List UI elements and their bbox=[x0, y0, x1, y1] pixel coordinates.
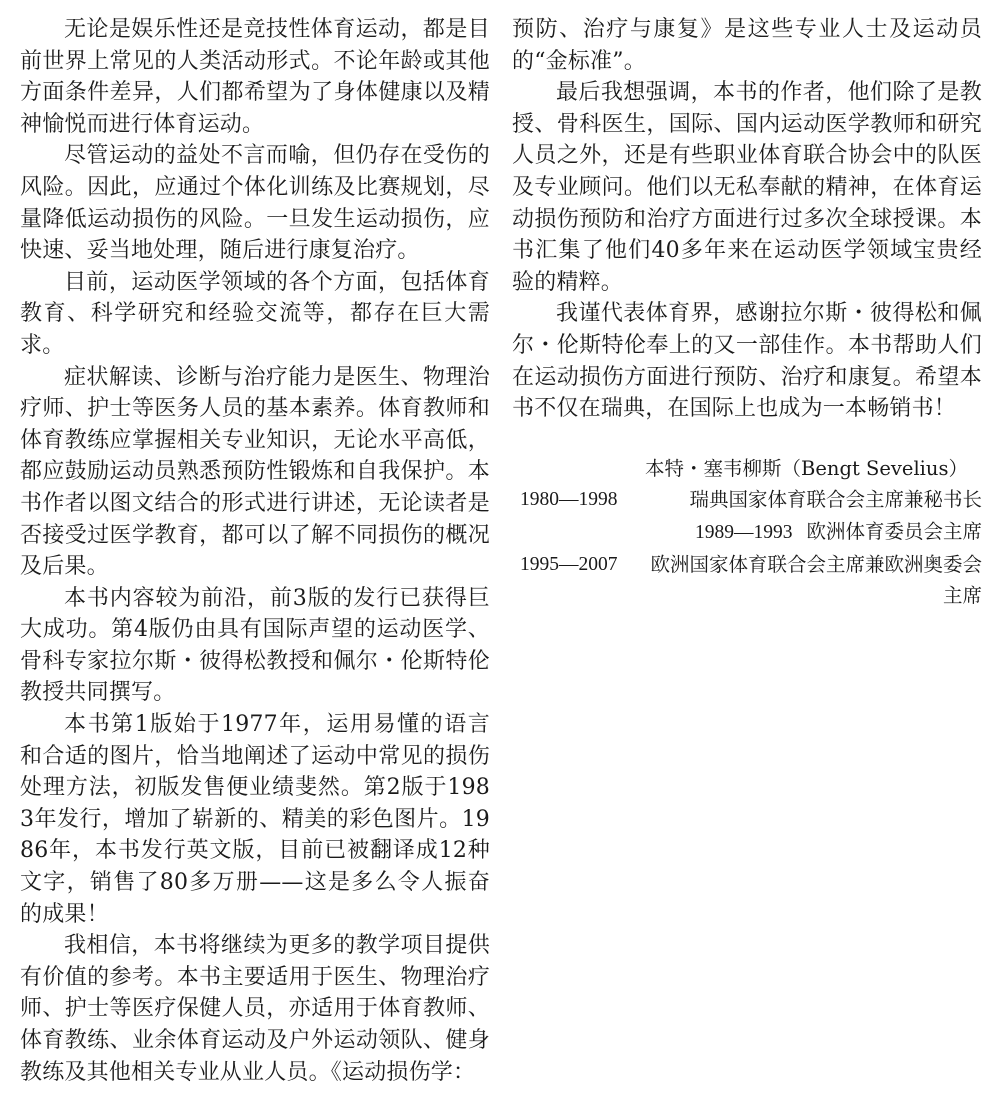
signature-role-row bbox=[512, 516, 982, 549]
role-title: 瑞典国家体育联合会主席兼秘书长 bbox=[689, 488, 982, 512]
signature-role-row bbox=[512, 484, 982, 516]
right-column bbox=[512, 14, 982, 612]
paragraph-history: 本书第1版始于1977年，运用易懂的语言和合适的图片，恰当地阐述了运动中常见的损伤处理方法，初版发售便业绩斐然。第2版于1983年发行，增加了崭新的、精美的彩色图片。1986年，本书发行英文版，目前已被翻译成12种文字，销售了80多万册——这是多么令人振奋的成果！ bbox=[20, 712, 490, 927]
role-title: 欧洲国家体育联合会主席兼欧洲奥委会主席 bbox=[650, 552, 982, 608]
role-title: 欧洲体育委员会主席 bbox=[806, 519, 982, 543]
signature-block bbox=[512, 453, 982, 612]
role-years: 1980—1998 bbox=[520, 489, 618, 511]
paragraph-editions: 本书内容较为前沿，前3版的发行已获得巨大成功。第4版仍由具有国际声望的运动医学、骨科专家拉尔斯・彼得松教授和佩尔・伦斯特伦教授共同撰写。 bbox=[20, 585, 490, 706]
signature-role-row bbox=[512, 549, 982, 612]
paragraph-authors: 最后我想强调，本书的作者，他们除了是教授、骨科医生，国际、国内运动医学教师和研究人员之外，还是有些职业体育联合协会中的队医及专业顾问。他们以无私奉献的精神，在体育运动损伤预防和治疗方面进行过多次全球授课。本书汇集了他们40多年来在运动医学领域宝贵经验的精粹。 bbox=[512, 80, 982, 295]
role-years: 1995—2007 bbox=[520, 553, 618, 575]
paragraph-competence: 症状解读、诊断与治疗能力是医生、物理治疗师、护士等医务人员的基本素养。体育教师和体育教练应掌握相关专业知识，无论水平高低，都应鼓励运动员熟悉预防性锻炼和自我保护。本书作者以图文结合的形式进行讲述，无论读者是否接受过医学教育，都可以了解不同损伤的概况及后果。 bbox=[20, 364, 490, 580]
paragraph-injury-risk: 尽管运动的益处不言而喻，但仍存在受伤的风险。因此，应通过个体化训练及比赛规划，尽量降低运动损伤的风险。一旦发生运动损伤，应快速、妥当地处理，随后进行康复治疗。 bbox=[20, 143, 490, 264]
left-column bbox=[20, 14, 490, 1088]
paragraph-demand: 目前，运动医学领域的各个方面，包括体育教育、科学研究和经验交流等，都存在巨大需求。 bbox=[20, 269, 490, 358]
paragraph-thanks: 我谨代表体育界，感谢拉尔斯・彼得松和佩尔・伦斯特伦奉上的又一部佳作。本书帮助人们在运动损伤方面进行预防、治疗和康复。希望本书不仅在瑞典，在国际上也成为一本畅销书！ bbox=[512, 301, 982, 422]
role-years: 1989—1993 bbox=[694, 521, 793, 543]
signature-name: 本特・塞韦柳斯（Bengt Sevelius） bbox=[645, 456, 968, 480]
paragraph-audience: 我相信，本书将继续为更多的教学项目提供有价值的参考。本书主要适用于医生、物理治疗师、护士等医疗保健人员，亦适用于体育教师、体育教练、业余体育运动及户外运动领队、健身教练及其他相关专业从业人员。《运动损伤学： bbox=[20, 933, 490, 1085]
paragraph-sports-forms: 无论是娱乐性还是竞技性体育运动，都是目前世界上常见的人类活动形式。不论年龄或其他方面条件差异，人们都希望为了身体健康以及精神愉悦而进行体育运动。 bbox=[20, 17, 490, 137]
paragraph-gold-standard: 预防、治疗与康复》是这些专业人士及运动员的“金标准”。 bbox=[512, 17, 982, 74]
